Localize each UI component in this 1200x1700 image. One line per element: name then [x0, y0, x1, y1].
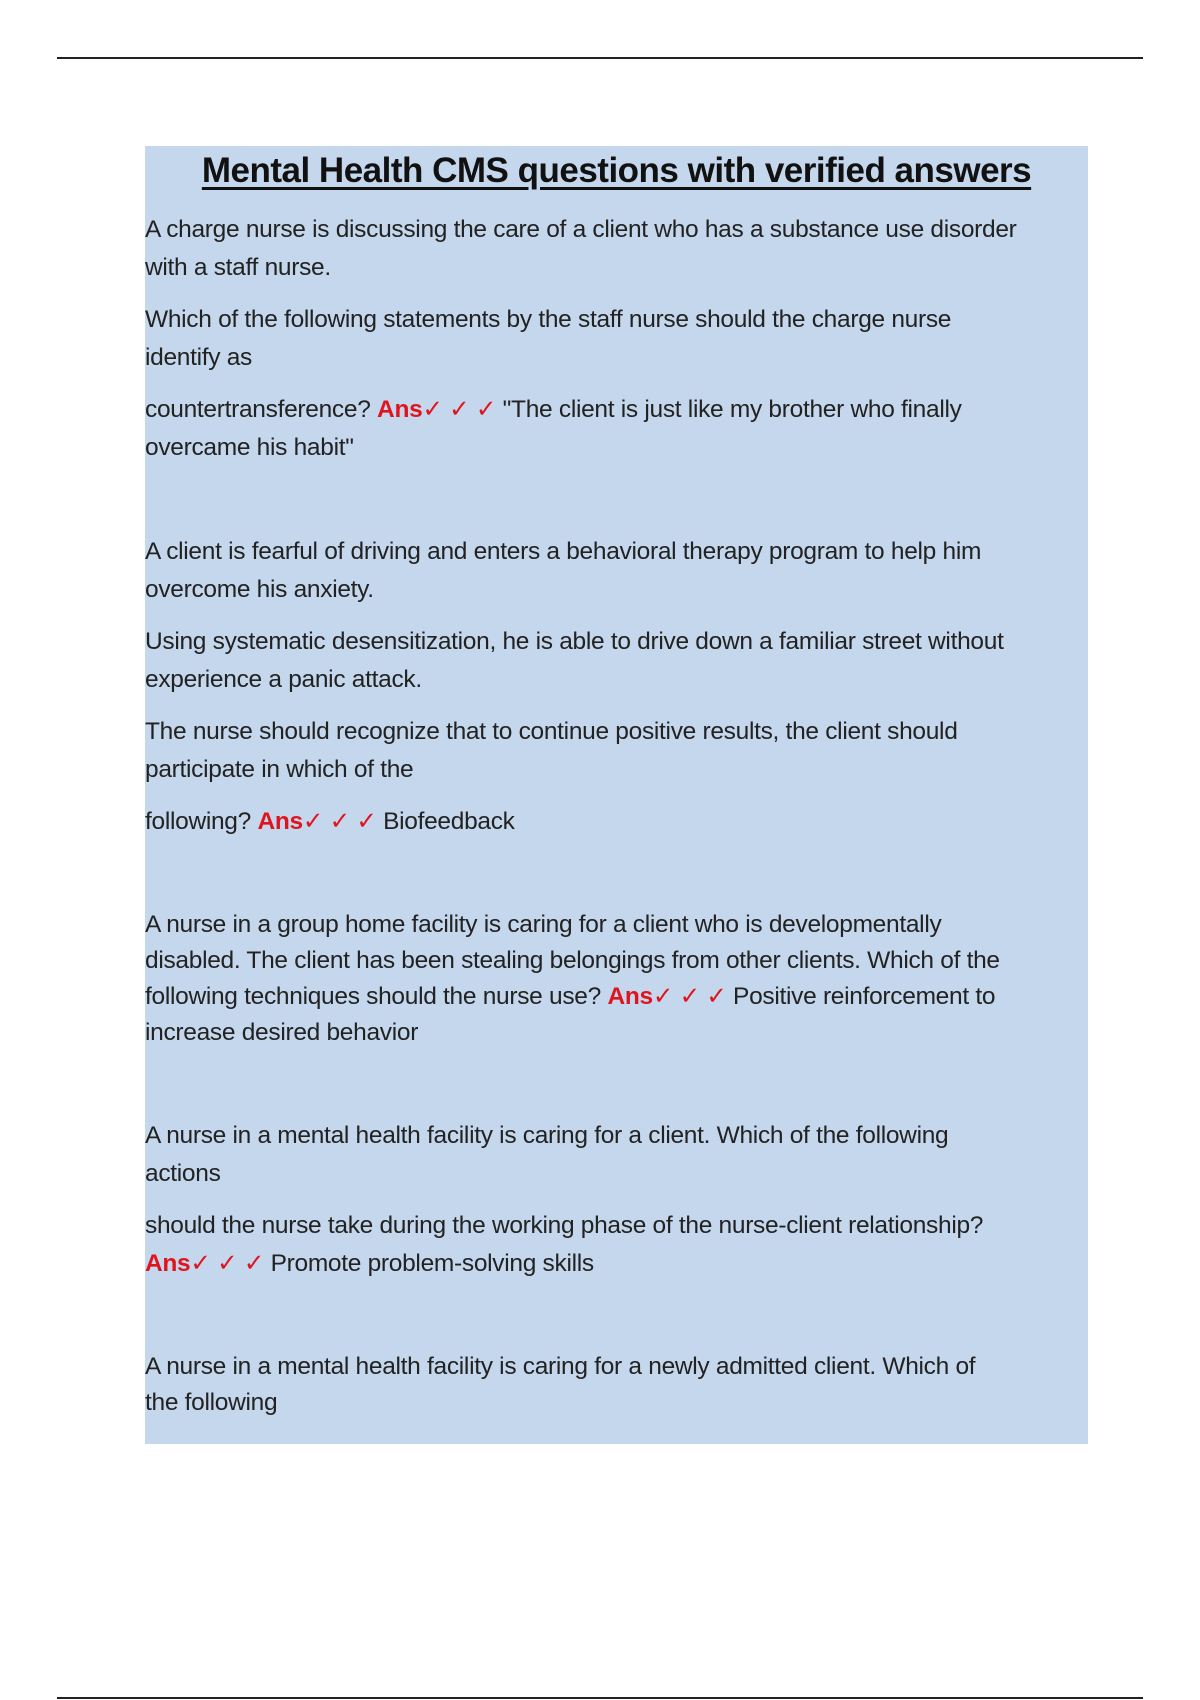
- q4-text-line: actions: [145, 1160, 221, 1187]
- q2-text-line: A client is fearful of driving and enters a behavioral therapy program to help him: [145, 538, 982, 565]
- q2-paragraph-4: [145, 803, 1088, 841]
- q4-paragraph-1: [145, 1117, 1088, 1193]
- q2-answer-text: Biofeedback: [376, 808, 515, 835]
- q5-text-line: the following: [145, 1389, 278, 1416]
- q1-text-line: A charge nurse is discussing the care of a client who has a substance use disorder: [145, 216, 1017, 243]
- q1-answer-line: [145, 391, 1088, 429]
- q1-answer-text: "The client is just like my brother who finally: [496, 396, 962, 423]
- q5-text-line: A nurse in a mental health facility is caring for a newly admitted client. Which of: [145, 1353, 976, 1380]
- check-icon: ✓ ✓ ✓: [302, 808, 377, 835]
- q1-answer-text-cont: overcame his habit": [145, 434, 354, 461]
- q3-question-end: following techniques should the nurse use?: [145, 983, 608, 1010]
- q2-text-line: participate in which of the: [145, 756, 414, 783]
- check-icon: ✓ ✓ ✓: [190, 1250, 265, 1277]
- q4-answer-line: [145, 1245, 1088, 1283]
- page-title: Mental Health CMS questions with verified answers: [201, 151, 1032, 190]
- q1-paragraph-2: [145, 301, 1088, 377]
- spacer: [145, 1297, 1088, 1349]
- q1-text-line: Which of the following statements by the staff nurse should the charge nurse: [145, 306, 952, 333]
- q3-answer-text: Positive reinforcement to: [726, 983, 996, 1010]
- answer-marker: Ans: [145, 1250, 191, 1277]
- q3-text-line: A nurse in a group home facility is caring for a client who is developmentally: [145, 911, 942, 938]
- q2-text-line: The nurse should recognize that to continue positive results, the client should: [145, 718, 958, 745]
- q1-paragraph-3: [145, 391, 1088, 467]
- q1-text-line: with a staff nurse.: [145, 254, 331, 281]
- q3-text-line: disabled. The client has been stealing belongings from other clients. Which of the: [145, 947, 1000, 974]
- q3-answer-text-cont: increase desired behavior: [145, 1019, 419, 1046]
- q4-answer-text: Promote problem-solving skills: [264, 1250, 594, 1277]
- q2-paragraph-2: [145, 623, 1088, 699]
- answer-marker: Ans: [377, 396, 423, 423]
- q4-text-line: A nurse in a mental health facility is caring for a client. Which of the following: [145, 1122, 949, 1149]
- check-icon: ✓ ✓ ✓: [422, 396, 497, 423]
- q2-text-line: Using systematic desensitization, he is able to drive down a familiar street without: [145, 628, 1004, 655]
- spacer: [145, 855, 1088, 907]
- q2-question-end: following?: [145, 808, 258, 835]
- check-icon: ✓ ✓ ✓: [652, 983, 727, 1010]
- q4-paragraph-2: [145, 1207, 1088, 1283]
- q3-paragraph: [145, 907, 1088, 1051]
- spacer: [145, 1065, 1088, 1117]
- bottom-rule: [57, 1697, 1143, 1699]
- q2-text-line: overcome his anxiety.: [145, 576, 374, 603]
- answer-marker: Ans: [607, 983, 653, 1010]
- q2-text-line: experience a panic attack.: [145, 666, 422, 693]
- q2-answer-line: [145, 803, 1088, 841]
- body-text: [145, 192, 1088, 1421]
- q2-paragraph-1: [145, 533, 1088, 609]
- q3-answer-line: [145, 979, 1088, 1015]
- spacer: [145, 481, 1088, 533]
- q1-text-line: identify as: [145, 344, 253, 371]
- q1-paragraph-1: [145, 211, 1088, 287]
- answer-marker: Ans: [257, 808, 303, 835]
- top-rule: [57, 57, 1143, 59]
- highlighted-content: [145, 146, 1088, 1444]
- q4-text-line: should the nurse take during the working phase of the nurse-client relationship?: [145, 1212, 984, 1239]
- q2-paragraph-3: [145, 713, 1088, 789]
- q1-question-end: countertransference?: [145, 396, 378, 423]
- q5-paragraph: [145, 1349, 1088, 1421]
